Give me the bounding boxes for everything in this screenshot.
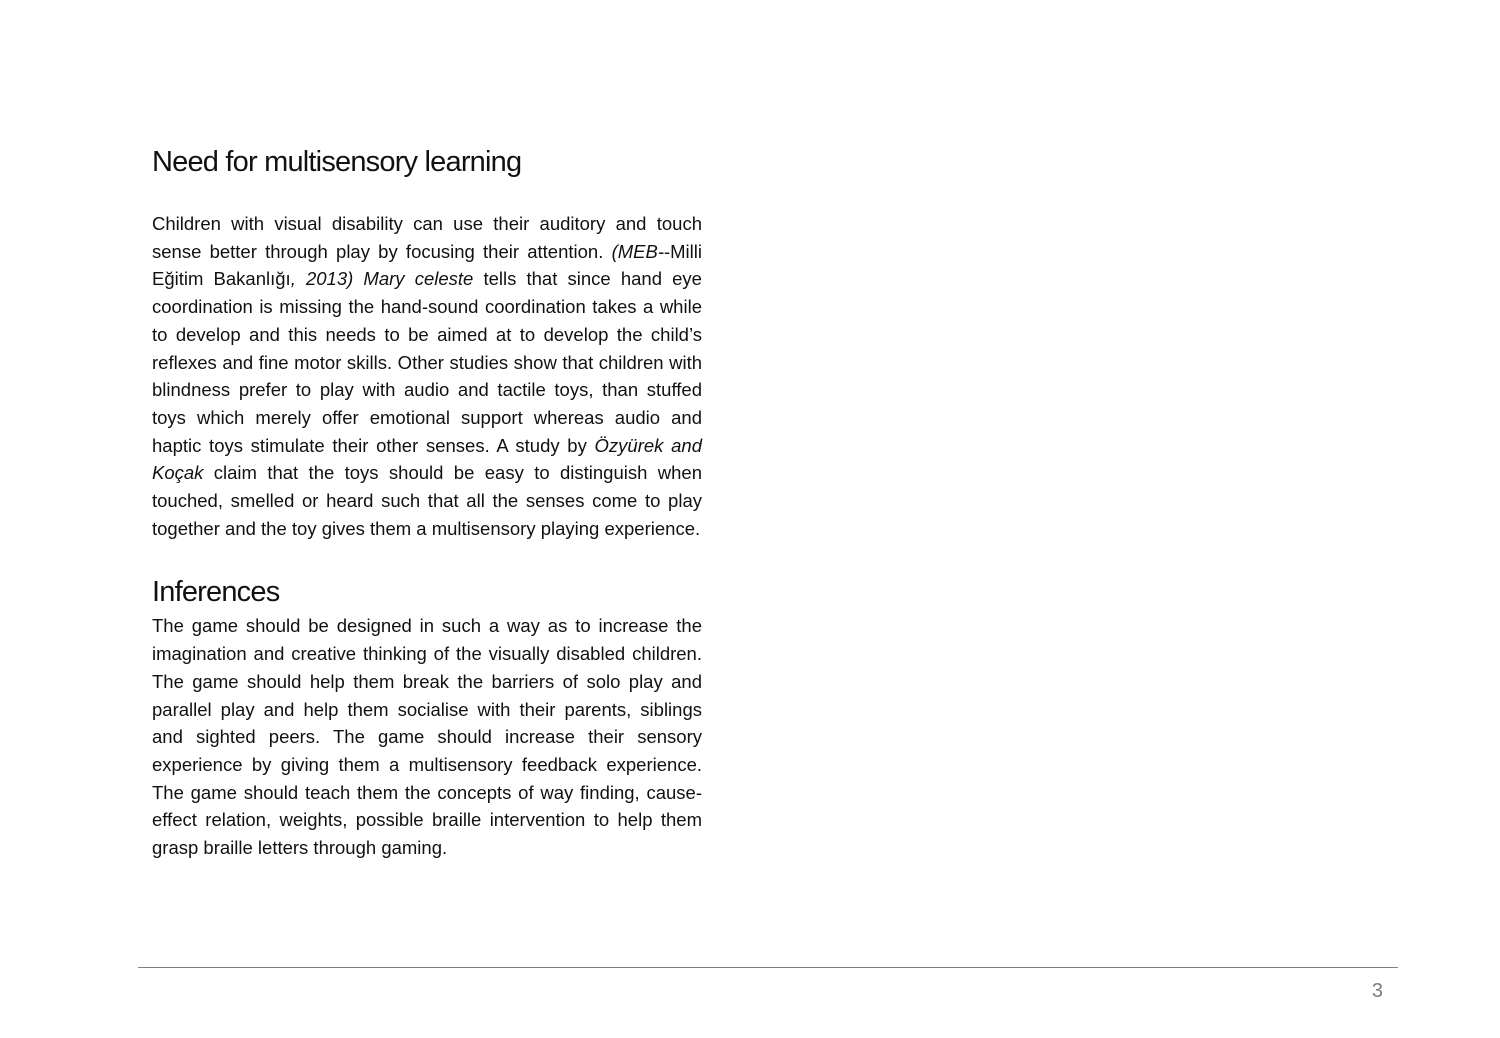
citation-meb: (MEB-	[611, 240, 664, 262]
citation-ozyurek: Özyürek and Koçak	[152, 434, 702, 484]
paragraph-text: claim that the toys should be easy to distinguish when touched, smelled or heard such that all the senses come to play together and the toy gives them a multisensory playing experience.	[152, 462, 702, 539]
paragraph-text: Children with visual disability can use their auditory and touch sense better through play by focusing their attention.	[152, 213, 702, 262]
section-heading-multisensory: Need for multisensory learning	[152, 146, 522, 178]
page-number: 3	[1371, 980, 1383, 1002]
citation-year-author: , 2013) Mary celeste	[290, 268, 474, 290]
section-heading-inferences: Inferences	[152, 576, 280, 609]
paragraph-multisensory	[152, 210, 702, 542]
text-column	[152, 142, 702, 862]
paragraph-text: tells that since hand eye coordination is missing the hand-sound coordination takes a while to develop and this needs to be aimed at to develop the child’s reflexes and fine motor skills. Other studies show that children with blindness prefer to play with audio and tactile toys, than stuffed toys which merely offer emotional support whereas audio and haptic toys stimulate their other senses. A study by	[152, 268, 702, 456]
paragraph-inferences: The game should be designed in such a way as to increase the imagination and creative thinking of the visually disabled children. The game should help them break the barriers of solo play and parallel play and help them socialise with their parents, siblings and sighted peers. The game should increase their sensory experience by giving them a multisensory feedback experience. The game should teach them the concepts of way finding, cause-effect relation, weights, possible braille intervention to help them grasp braille letters through gaming.	[152, 615, 702, 859]
footer-divider	[138, 967, 1398, 968]
citation-meb-name: -Milli Eğitim Bakanlığı	[152, 240, 702, 290]
